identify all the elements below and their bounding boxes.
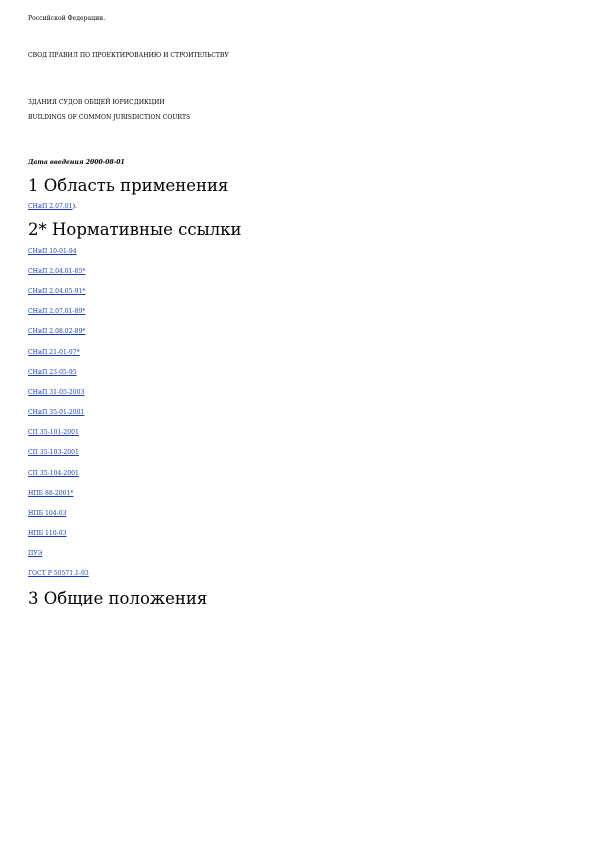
reference-link[interactable]: СНиП 35-01-2001: [28, 409, 85, 417]
reference-item: [28, 549, 567, 559]
reference-link[interactable]: СНиП 23-05-95: [28, 368, 77, 376]
reference-item: [28, 327, 567, 337]
reference-link[interactable]: СНиП 10-01-94: [28, 247, 77, 255]
reference-link[interactable]: СП 35-101-2001: [28, 429, 79, 437]
reference-item: [28, 368, 567, 378]
reference-link[interactable]: НПБ 110-03: [28, 530, 67, 538]
reference-item: [28, 247, 567, 257]
reference-link[interactable]: СП 35-103-2001: [28, 449, 79, 457]
reference-link[interactable]: СНиП 2.04.05-91*: [28, 287, 86, 295]
section1-heading: 1 Область применения: [28, 175, 229, 195]
reference-item: [28, 529, 567, 539]
section2-heading: 2* Нормативные ссылки: [28, 219, 242, 239]
reference-item: [28, 307, 567, 317]
intro-date: Дата введения 2000-08-01: [28, 159, 125, 167]
section1-paragraph: [28, 202, 567, 212]
reference-item: [28, 469, 567, 479]
intro-line: Российской Федерации.: [28, 15, 106, 22]
reference-item: [28, 428, 567, 438]
reference-item: [28, 267, 567, 277]
reference-item: [28, 569, 567, 579]
title-ru: ЗДАНИЯ СУДОВ ОБЩЕЙ ЮРИСДИКЦИИ: [28, 99, 165, 107]
reference-item: [28, 509, 567, 519]
reference-item: [28, 348, 567, 358]
reference-link[interactable]: СНиП 2.04.01-85*: [28, 267, 86, 275]
reference-link[interactable]: СНиП 31-05-2003: [28, 388, 85, 396]
reference-link[interactable]: НПБ 104-03: [28, 510, 67, 517]
references-list: [28, 247, 567, 579]
reference-item: [28, 388, 567, 398]
reference-link[interactable]: ГОСТ Р 50571.1-93: [28, 569, 89, 577]
reference-link[interactable]: СНиП 2.07.01-89*: [28, 308, 86, 316]
reference-item: [28, 287, 567, 297]
section3-heading: 3 Общие положения: [28, 589, 208, 609]
reference-link[interactable]: НПБ 88-2001*: [28, 489, 74, 497]
reference-link[interactable]: СНиП 2.08.02-89*: [28, 328, 86, 336]
title-en: BUILDINGS OF COMMON JURISDICTION COURTS: [28, 113, 191, 121]
reference-link[interactable]: ПУЭ: [28, 549, 43, 557]
reference-link[interactable]: СНиП 21-01-97*: [28, 348, 80, 356]
link-snip-2-07-01[interactable]: СНиП 2.07.01: [28, 202, 73, 210]
reference-link[interactable]: СП 35-104-2001: [28, 469, 79, 477]
section1-text-end: ).: [72, 202, 77, 210]
reference-item: [28, 408, 567, 418]
code-title: СВОД ПРАВИЛ ПО ПРОЕКТИРОВАНИЮ И СТРОИТЕЛЬСТВУ: [28, 51, 229, 59]
reference-item: [28, 489, 567, 499]
reference-item: [28, 448, 567, 458]
